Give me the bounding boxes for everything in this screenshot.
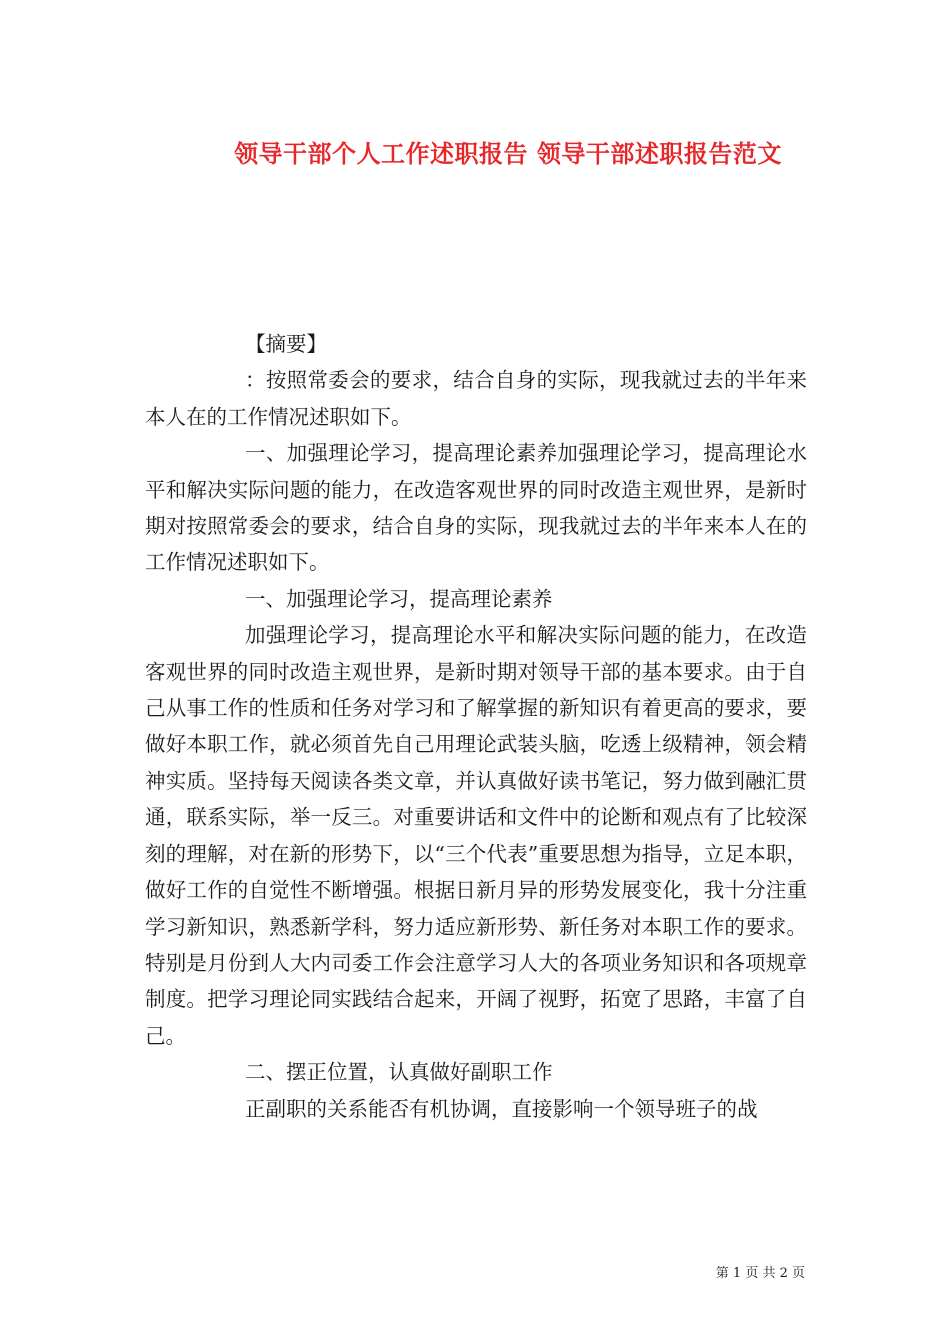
section-1-paragraph: 加强理论学习，提高理论水平和解决实际问题的能力，在改造客观世界的同时改造主观世界，是新时期对领导干部的基本要求。由于自己从事工作的性质和任务对学习和了解掌握的新知识有着更高的要求，要做好本职工作，就必须首先自己用理论武装头脑，吃透上级精神，领会精神实质。坚持每天阅读各类文章，并认真做好读书笔记，努力做到融汇贯通，联系实际，举一反三。对重要讲话和文件中的论断和观点有了比较深刻的理解，对在新的形势下，以“三个代表”重要思想为指导，立足本职，做好工作的自觉性不断增强。根据日新月异的形势发展变化，我十分注重学习新知识，熟悉新学科，努力适应新形势、新任务对本职工作的要求。特别是月份到人大内司委工作会注意学习人大的各项业务知识和各项规章制度。把学习理论同实践结合起来，开阔了视野，拓宽了思路，丰富了自己。: [145, 623, 807, 1048]
section-heading-2: 二、摆正位置，认真做好副职工作: [245, 1060, 553, 1085]
page-number-footer: 第 1 页 共 2 页: [715, 1266, 805, 1281]
abstract-heading: 【摘要】: [245, 332, 327, 356]
section-heading-1: 一、加强理论学习，提高理论素养: [245, 586, 553, 611]
abstract-paragraph: ：按照常委会的要求，结合自身的实际，现我就过去的半年来本人在的工作情况述职如下。: [145, 368, 807, 429]
section-2-paragraph: 正副职的关系能否有机协调，直接影响一个领导班子的战: [245, 1096, 758, 1121]
document-body: [145, 326, 807, 1127]
document-title: 领导干部个人工作述职报告 领导干部述职报告范文: [234, 139, 782, 168]
intro-paragraph: 一、加强理论学习，提高理论素养加强理论学习，提高理论水平和解决实际问题的能力，在改造客观世界的同时改造主观世界，是新时期对按照常委会的要求，结合自身的实际，现我就过去的半年来本人在的工作情况述职如下。: [145, 441, 807, 575]
